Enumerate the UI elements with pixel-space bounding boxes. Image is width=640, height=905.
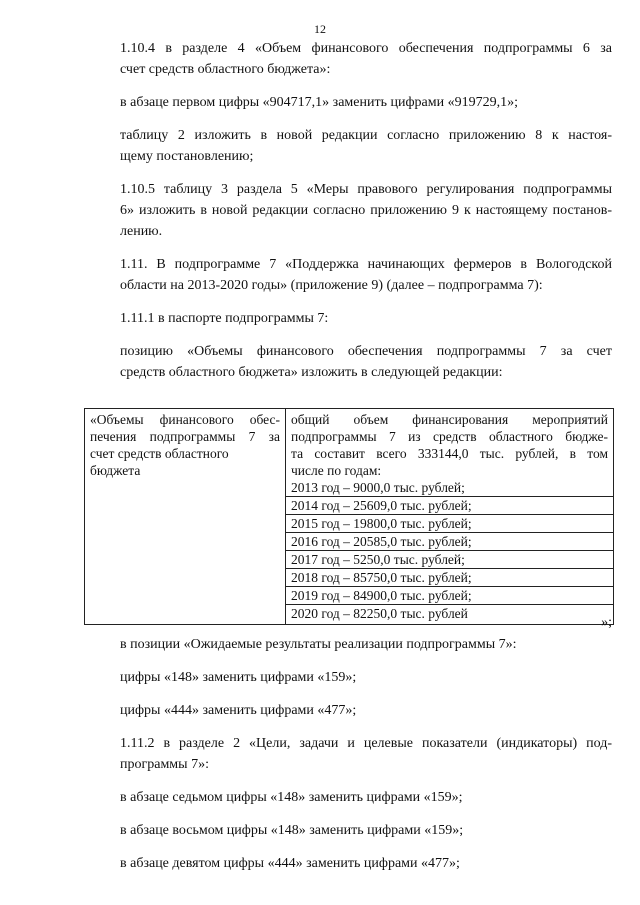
text-line: позицию «Объемы финансового обеспечения подпрограммы 7 за счет [120, 344, 612, 359]
text-line: 6» изложить в новой редакции согласно приложению 9 к настоящему постанов- [120, 203, 612, 218]
year-item: 2013 год – 9000,0 тыс. рублей; [291, 480, 465, 495]
paragraph-replace-444: цифры «444» заменить цифрами «477»; [120, 703, 357, 718]
paragraph-1-10-4 [82, 38, 612, 80]
text-line: области на 2013-2020 годы» (приложение 9) (далее – подпрограмма 7): [120, 278, 543, 293]
text-line: счет средств областного [90, 446, 229, 461]
body-block-2 [82, 634, 612, 874]
year-item: 2019 год – 84900,0 тыс. рублей; [286, 586, 613, 604]
text-line: средств областного бюджета» изложить в следующей редакции: [120, 365, 503, 380]
text-line: та составит всего 333144,0 тыс. рублей, в том [291, 446, 608, 461]
text-line: счет средств областного бюджета»: [120, 62, 331, 77]
year-item: 2016 год – 20585,0 тыс. рублей; [286, 532, 613, 550]
text-line: общий объем финансирования мероприятий [291, 412, 608, 427]
text-line: печения подпрограммы 7 за [90, 429, 280, 444]
paragraph-abzac-first: в абзаце первом цифры «904717,1» заменить цифрами «919729,1»; [120, 95, 518, 110]
paragraph-replace-148: цифры «148» заменить цифрами «159»; [120, 670, 357, 685]
table-cell-position-name [85, 409, 286, 625]
year-item: 2020 год – 82250,0 тыс. рублей [286, 604, 613, 622]
text-line: числе по годам: [291, 463, 382, 478]
year-item: 2014 год – 25609,0 тыс. рублей; [286, 496, 613, 514]
paragraph-1-11-1: 1.11.1 в паспорте подпрограммы 7: [120, 311, 329, 326]
closing-quote-mark: »; [601, 615, 612, 630]
paragraph-1-11 [82, 254, 612, 296]
text-line: 1.10.5 таблицу 3 раздела 5 «Меры правового регулирования подпрограммы [120, 182, 612, 197]
table-row [85, 409, 614, 625]
text-line: лению. [120, 224, 163, 239]
text-line: подпрограммы 7 из средств областного бюдже- [291, 429, 608, 444]
text-line: «Объемы финансового обес- [90, 412, 280, 427]
text-line: бюджета [90, 463, 141, 478]
paragraph-abzac-eighth: в абзаце восьмом цифры «148» заменить цифрами «159»; [120, 823, 464, 838]
text-line: щему постановлению; [120, 149, 254, 164]
paragraph-1-11-2 [82, 733, 612, 775]
text-line: 1.11. В подпрограмме 7 «Поддержка начинающих фермеров в Вологодской [120, 257, 612, 272]
text-line: 1.10.4 в разделе 4 «Объем финансового обеспечения подпрограммы 6 за [120, 41, 612, 56]
year-list [291, 479, 608, 622]
year-item: 2017 год – 5250,0 тыс. рублей; [286, 550, 613, 568]
page-number: 12 [314, 22, 326, 36]
paragraph-table-2 [82, 125, 612, 167]
year-item: 2015 год – 19800,0 тыс. рублей; [286, 514, 613, 532]
paragraph-abzac-ninth: в абзаце девятом цифры «444» заменить цифрами «477»; [120, 856, 460, 871]
year-item: 2018 год – 85750,0 тыс. рублей; [286, 568, 613, 586]
paragraph-abzac-seventh: в абзаце седьмом цифры «148» заменить цифрами «159»; [120, 790, 463, 805]
table-cell-funding-volume [286, 409, 614, 625]
text-line: таблицу 2 изложить в новой редакции согласно приложению 8 к настоя- [120, 128, 612, 143]
funding-table [84, 408, 614, 625]
paragraph-expected-results: в позиции «Ожидаемые результаты реализации подпрограммы 7»: [120, 637, 517, 652]
body-block-1 [82, 38, 612, 383]
text-line: 1.11.2 в разделе 2 «Цели, задачи и целевые показатели (индикаторы) под- [120, 736, 612, 751]
text-line: программы 7»: [120, 757, 209, 772]
paragraph-position [82, 341, 612, 383]
paragraph-1-10-5 [82, 179, 612, 242]
